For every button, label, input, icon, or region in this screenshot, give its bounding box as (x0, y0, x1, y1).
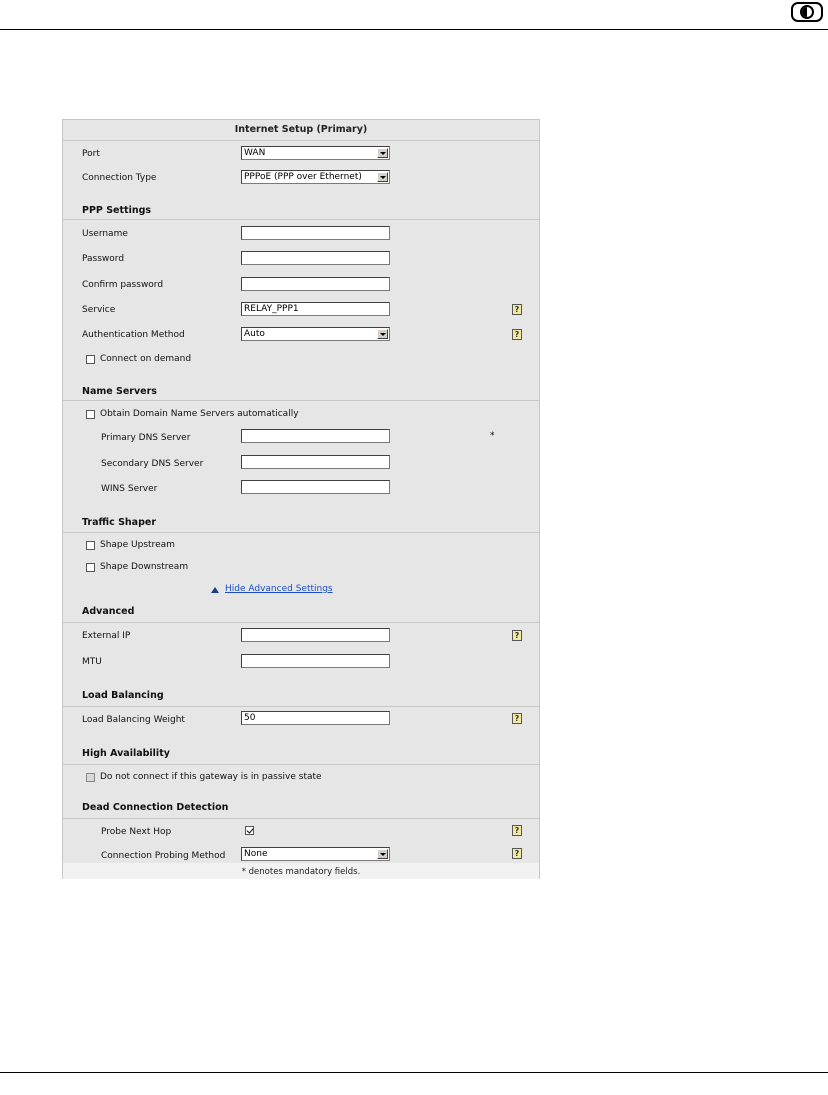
section-divider (63, 764, 539, 765)
chevron-down-icon[interactable] (377, 329, 388, 339)
connect-on-demand-label: Connect on demand (100, 354, 192, 364)
load-balancing-heading: Load Balancing (82, 690, 164, 701)
name-servers-heading: Name Servers (82, 386, 157, 397)
shape-upstream-label: Shape Upstream (100, 540, 175, 550)
obtain-dns-checkbox[interactable] (86, 410, 95, 419)
mtu-field[interactable] (241, 654, 390, 668)
load-balancing-weight-label: Load Balancing Weight (82, 715, 185, 725)
mandatory-footnote: * denotes mandatory fields. (241, 867, 361, 877)
password-field[interactable] (241, 251, 390, 265)
authentication-method-label: Authentication Method (82, 330, 185, 340)
mtu-label: MTU (82, 657, 102, 667)
port-label: Port (82, 149, 100, 159)
help-icon[interactable] (512, 825, 522, 836)
connection-type-value: PPPoE (PPP over Ethernet) (244, 172, 362, 182)
password-label: Password (82, 254, 125, 264)
help-icon[interactable] (512, 630, 522, 641)
section-divider (63, 818, 539, 819)
service-field[interactable]: RELAY_PPP1 (241, 302, 390, 316)
obtain-dns-label: Obtain Domain Name Servers automatically (100, 409, 299, 419)
passive-state-checkbox[interactable] (86, 773, 95, 782)
port-select[interactable] (241, 146, 390, 160)
triangle-up-icon[interactable] (211, 587, 219, 593)
shape-upstream-checkbox[interactable] (86, 541, 95, 550)
authentication-method-select[interactable] (241, 327, 390, 341)
high-availability-heading: High Availability (82, 748, 170, 759)
help-icon[interactable] (512, 304, 522, 315)
dead-connection-heading: Dead Connection Detection (82, 802, 229, 813)
help-icon[interactable] (512, 713, 522, 724)
advanced-heading: Advanced (82, 606, 135, 617)
help-icon[interactable] (512, 848, 522, 859)
secondary-dns-label: Secondary DNS Server (101, 459, 204, 469)
confirm-password-label: Confirm password (82, 280, 164, 290)
authentication-method-value: Auto (244, 329, 265, 339)
probing-method-value: None (244, 849, 268, 859)
username-label: Username (82, 229, 128, 239)
hide-advanced-settings-link[interactable]: Hide Advanced Settings (225, 584, 333, 594)
service-label: Service (82, 305, 116, 315)
port-select-value: WAN (244, 148, 266, 158)
connect-on-demand-checkbox[interactable] (86, 355, 95, 364)
section-divider (63, 622, 539, 623)
probe-next-hop-label: Probe Next Hop (101, 827, 172, 837)
chevron-down-icon[interactable] (377, 849, 388, 859)
connection-type-label: Connection Type (82, 173, 157, 183)
primary-dns-label: Primary DNS Server (101, 433, 191, 443)
section-divider (63, 219, 539, 220)
section-divider (63, 400, 539, 401)
chevron-down-icon[interactable] (377, 148, 388, 158)
shape-downstream-label: Shape Downstream (100, 562, 189, 572)
mandatory-marker: * (490, 431, 495, 441)
external-ip-label: External IP (82, 631, 131, 641)
confirm-password-field[interactable] (241, 277, 390, 291)
probing-method-label: Connection Probing Method (101, 851, 226, 861)
external-ip-field[interactable] (241, 628, 390, 642)
internet-setup-panel (62, 119, 540, 879)
shape-downstream-checkbox[interactable] (86, 563, 95, 572)
header-rule (0, 29, 828, 30)
probing-method-select[interactable] (241, 847, 390, 861)
load-balancing-weight-field[interactable]: 50 (241, 711, 390, 725)
primary-dns-field[interactable] (241, 429, 390, 443)
help-icon[interactable] (512, 329, 522, 340)
username-field[interactable] (241, 226, 390, 240)
chevron-down-icon[interactable] (377, 172, 388, 182)
wins-server-field[interactable] (241, 480, 390, 494)
passive-state-label: Do not connect if this gateway is in passive state (100, 772, 322, 782)
traffic-shaper-heading: Traffic Shaper (82, 517, 157, 528)
panel-title: Internet Setup (Primary) (63, 120, 539, 141)
brand-logo-icon (791, 2, 823, 22)
wins-server-label: WINS Server (101, 484, 158, 494)
secondary-dns-field[interactable] (241, 455, 390, 469)
probe-next-hop-checkbox[interactable] (245, 826, 254, 835)
section-divider (63, 532, 539, 533)
ppp-settings-heading: PPP Settings (82, 205, 152, 216)
connection-type-select[interactable] (241, 170, 390, 184)
section-divider (63, 706, 539, 707)
footer-rule (0, 1072, 828, 1073)
